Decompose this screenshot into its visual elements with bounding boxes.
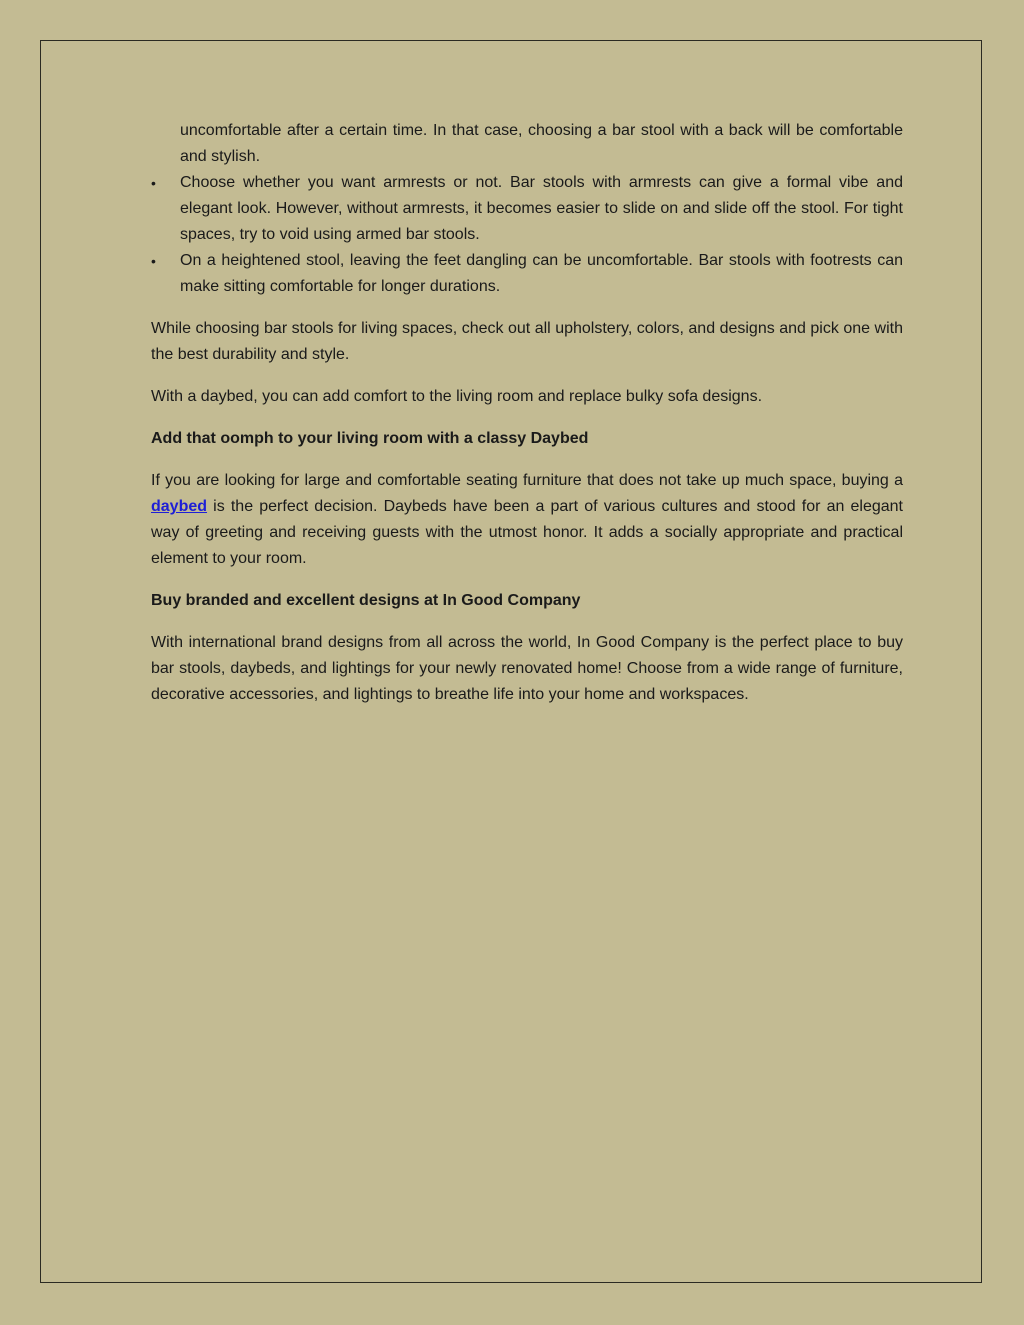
bullet-text: On a heightened stool, leaving the feet dangling can be uncomfortable. Bar stools with footrests can make sitting comfortable for longer durations. — [180, 252, 903, 295]
bullet-icon: • — [151, 253, 156, 269]
bullet-list — [151, 118, 903, 300]
page-content — [151, 118, 903, 708]
paragraph-bar-stools: While choosing bar stools for living spaces, check out all upholstery, colors, and designs and pick one with the best durability and style. — [151, 320, 903, 363]
bullet-icon: • — [151, 175, 156, 191]
heading-company: Buy branded and excellent designs at In Good Company — [151, 592, 581, 609]
paragraph-daybed-end: is the perfect decision. Daybeds have been a part of various cultures and stood for an elegant way of greeting and receiving guests with the utmost honor. It adds a socially appropriate and practical element to your room. — [151, 498, 903, 567]
paragraph-daybed — [151, 468, 903, 572]
list-item — [151, 248, 903, 300]
heading-daybed: Add that oomph to your living room with a classy Daybed — [151, 430, 589, 447]
list-item — [151, 118, 903, 170]
paragraph-company: With international brand designs from all across the world, In Good Company is the perfect place to buy bar stools, daybeds, and lightings for your newly renovated home! Choose from a wide range of furniture, decorative accessories, and lightings to breathe life into your home and workspaces. — [151, 634, 903, 703]
daybed-link[interactable]: daybed — [151, 498, 208, 515]
list-item — [151, 170, 903, 248]
bullet-text: uncomfortable after a certain time. In that case, choosing a bar stool with a back will be comfortable and stylish. — [180, 122, 903, 165]
bullet-text: Choose whether you want armrests or not. Bar stools with armrests can give a formal vibe and elegant look. However, without armrests, it becomes easier to slide on and slide off the stool. For tight spaces, try to void using armed bar stools. — [180, 174, 903, 243]
paragraph-daybed-start: If you are looking for large and comfortable seating furniture that does not take up much space, buying a — [151, 472, 903, 489]
paragraph-daybed-intro: With a daybed, you can add comfort to the living room and replace bulky sofa designs. — [151, 388, 763, 405]
